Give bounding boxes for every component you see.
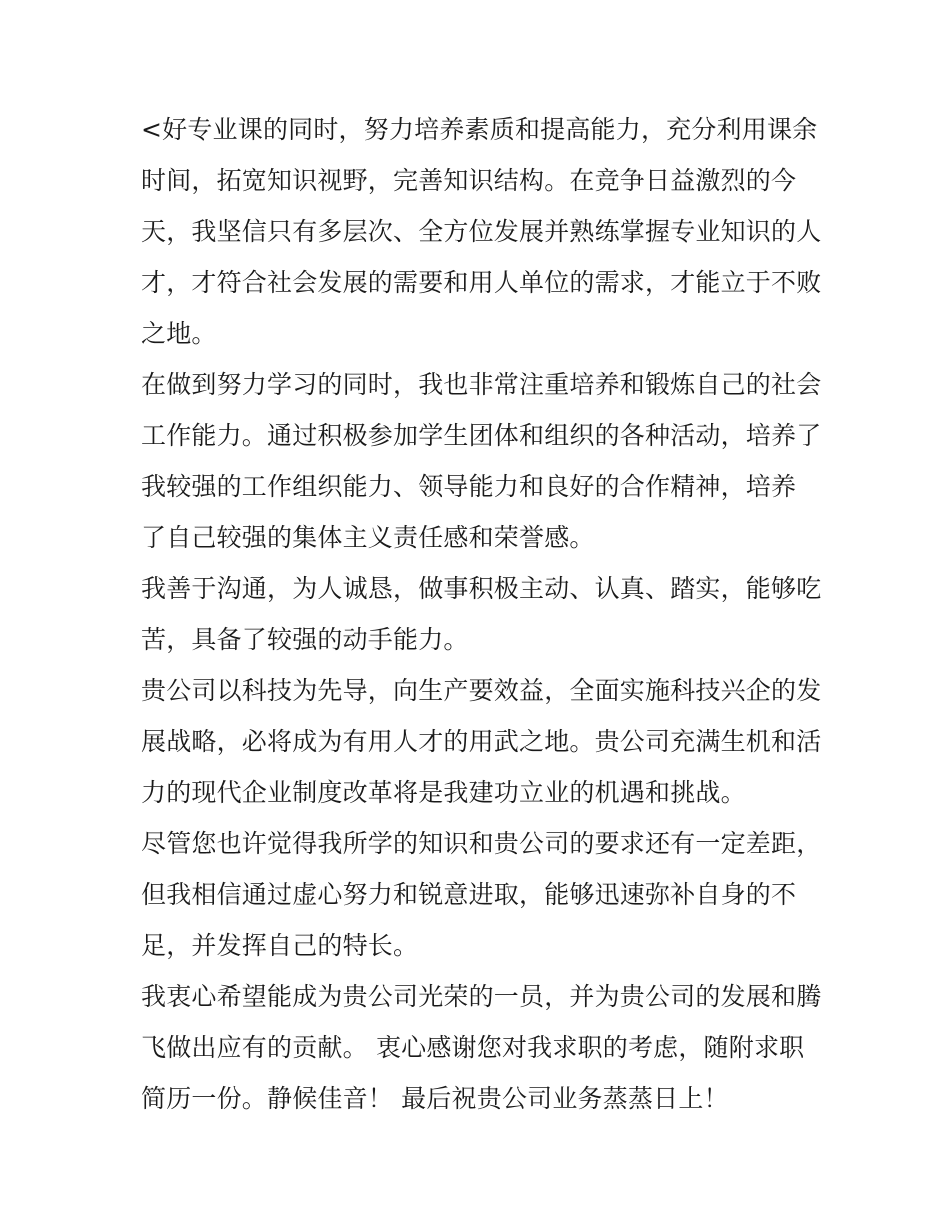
text-line: 我善于沟通，为人诚恳，做事积极主动、认真、踏实，能够吃 — [141, 574, 822, 603]
text-line: 在做到努力学习的同时，我也非常注重培养和锻炼自己的社会 — [141, 370, 822, 399]
text-line: 工作能力。通过积极参加学生团体和组织的各种活动，培养了 — [141, 421, 822, 450]
paragraph-company — [141, 665, 822, 818]
text-line: 简历一份。静候佳音！ 最后祝贵公司业务蒸蒸日上！ — [141, 1084, 729, 1113]
text-line: 了自己较强的集体主义责任感和荣誉感。 — [141, 523, 595, 552]
text-line: 天，我坚信只有多层次、全方位发展并熟练掌握专业知识的人 — [141, 217, 822, 246]
text-line: 但我相信通过虚心努力和锐意进取，能够迅速弥补自身的不 — [141, 880, 797, 909]
paragraph-gap — [141, 818, 822, 971]
text-line: 我衷心希望能成为贵公司光荣的一员，并为贵公司的发展和腾 — [141, 982, 822, 1011]
paragraph-closing — [141, 971, 822, 1124]
text-line: 展战略，必将成为有用人才的用武之地。贵公司充满生机和活 — [141, 727, 822, 756]
text-line: 贵公司以科技为先导，向生产要效益，全面实施科技兴企的发 — [141, 676, 822, 705]
paragraph-personality — [141, 563, 822, 665]
text-line: 才，才符合社会发展的需要和用人单位的需求，才能立于不败 — [141, 268, 822, 297]
paragraph-social-work — [141, 359, 822, 563]
paragraph-skills — [141, 104, 822, 359]
text-line: 苦，具备了较强的动手能力。 — [141, 625, 469, 654]
text-line: 尽管您也许觉得我所学的知识和贵公司的要求还有一定差距， — [141, 829, 822, 858]
text-line: 飞做出应有的贡献。 衷心感谢您对我求职的考虑，随附求职 — [141, 1033, 805, 1062]
text-line: 时间，拓宽知识视野，完善知识结构。在竞争日益激烈的今 — [141, 166, 797, 195]
text-line: 之地。 — [141, 319, 217, 348]
text-line: <好专业课的同时，努力培养素质和提高能力，充分利用课余 — [141, 115, 818, 144]
document-body — [141, 104, 822, 1124]
text-line: 力的现代企业制度改革将是我建功立业的机遇和挑战。 — [141, 778, 746, 807]
text-line: 足，并发挥自己的特长。 — [141, 931, 419, 960]
text-line: 我较强的工作组织能力、领导能力和良好的合作精神，培养 — [141, 472, 797, 501]
